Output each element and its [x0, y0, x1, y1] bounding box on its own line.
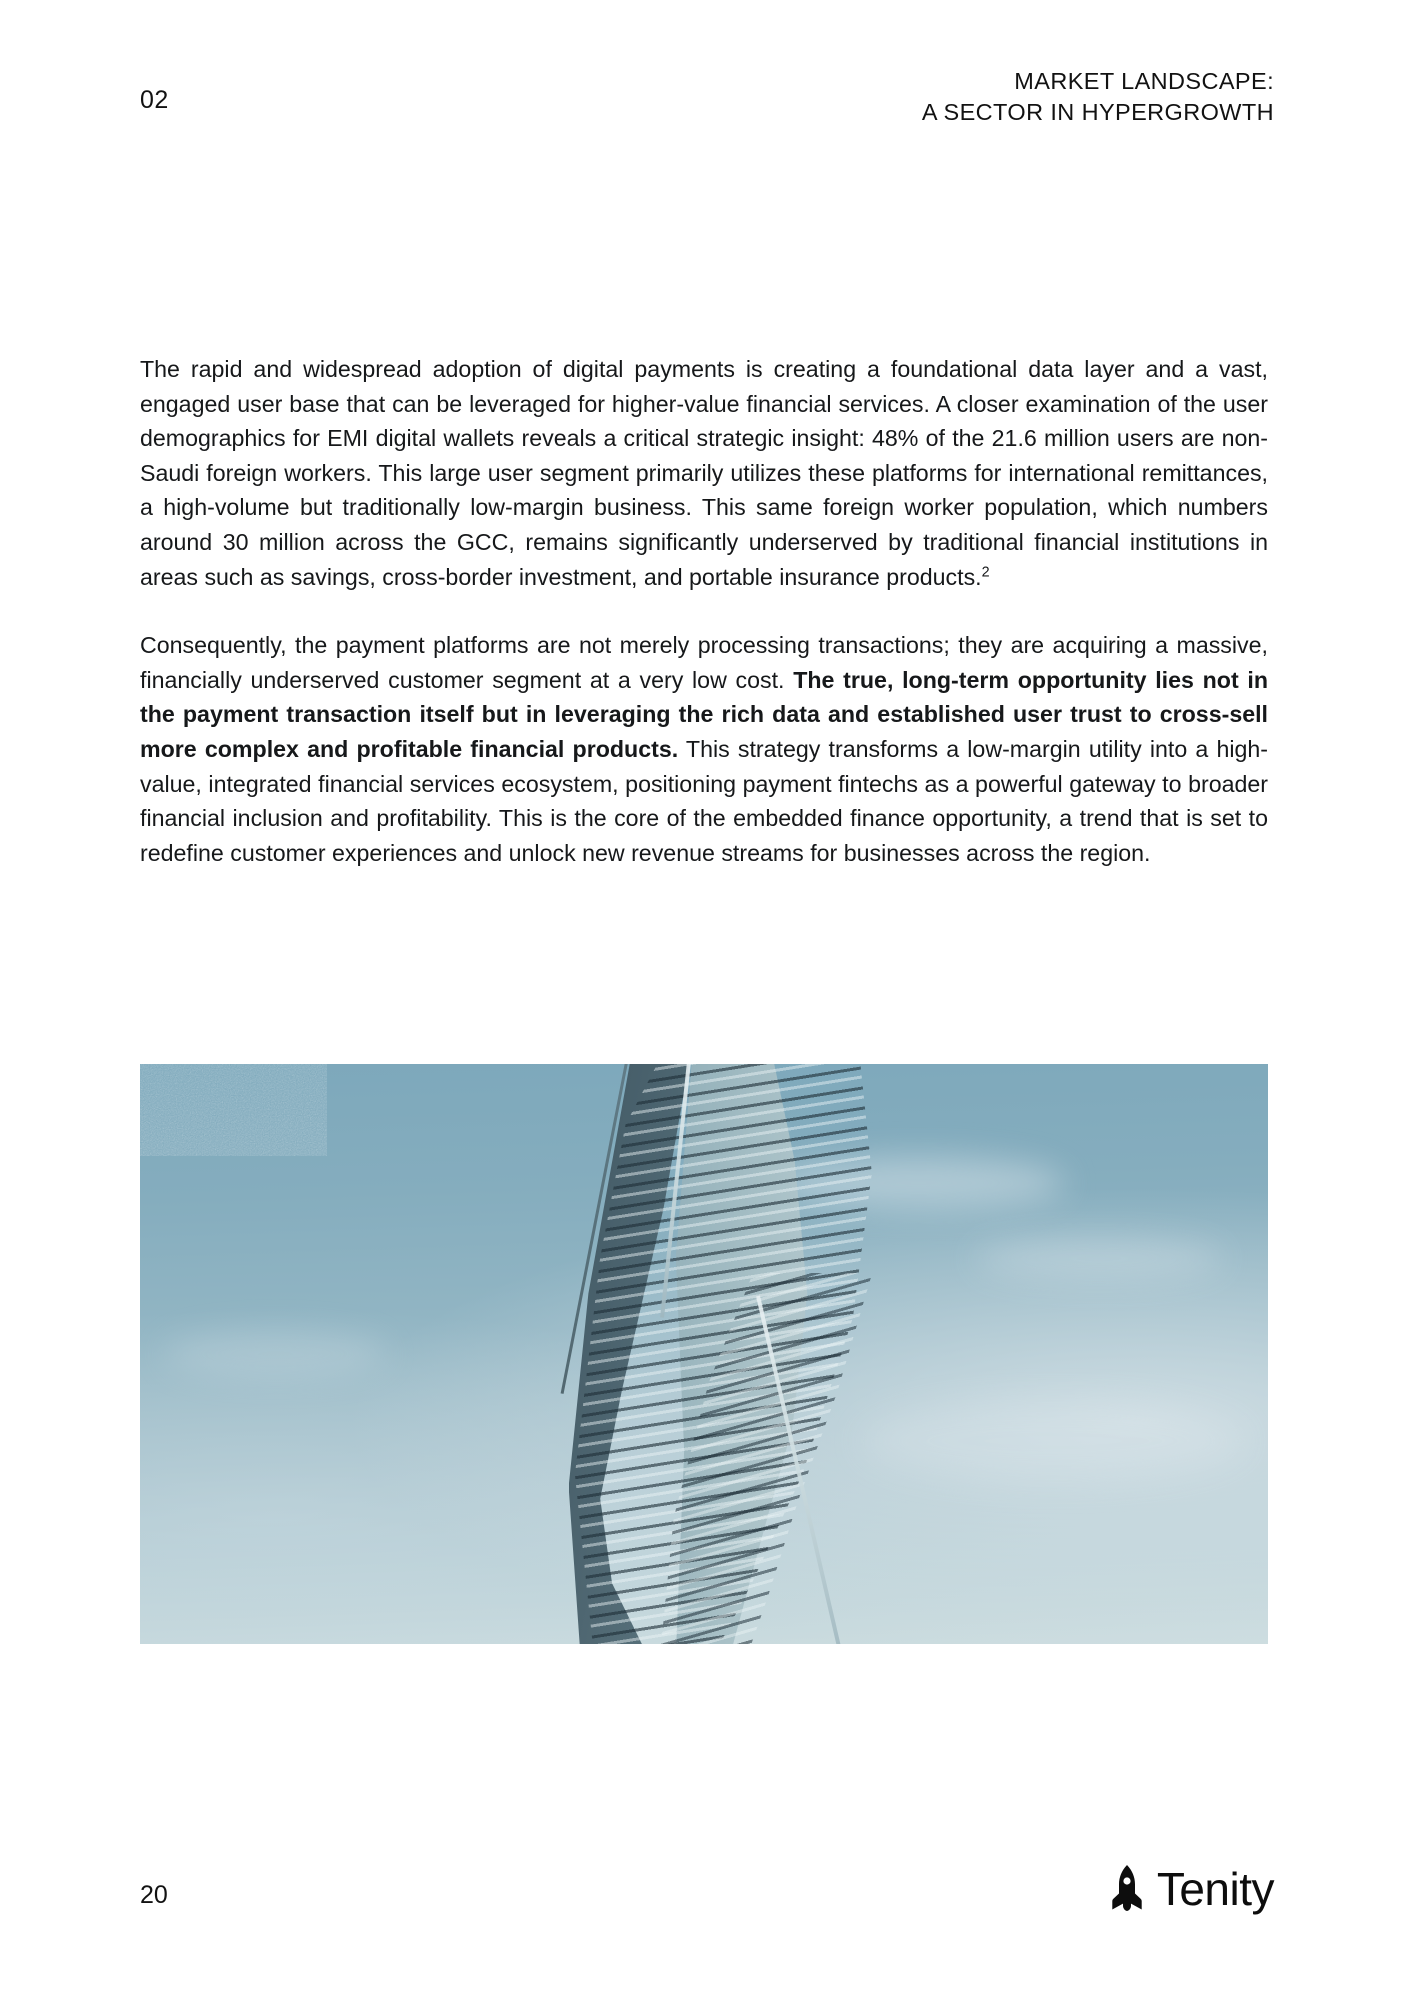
body-content	[140, 352, 1268, 870]
paragraph-1	[140, 352, 1268, 594]
film-grain-overlay	[140, 1064, 327, 1156]
rocket-icon	[1107, 1864, 1147, 1914]
section-title-line-1: MARKET LANDSCAPE:	[1014, 68, 1274, 94]
paragraph-2-emphasis: The true, long-term opportunity lies not in the payment transaction itself but in leveraging the rich data and established user trust to cross-sell more complex and profitable financial products.	[140, 666, 1268, 762]
brand-logo	[1107, 1864, 1274, 1914]
brand-name: Tenity	[1156, 1863, 1274, 1915]
section-title-line-2: A SECTOR IN HYPERGROWTH	[921, 99, 1274, 125]
paragraph-2-tail: This strategy transforms a low-margin utility into a high-value, integrated financial services ecosystem, positioning payment fintechs as a powerful gateway to broader financial inclusion and profitability. This is the core of the embedded finance opportunity, a trend that is set to redefine customer experiences and unlock new revenue streams for businesses across the region.	[140, 735, 1269, 866]
paragraph-2	[140, 628, 1268, 870]
page-number: 20	[140, 1881, 168, 1909]
photo-canvas	[140, 1064, 1268, 1644]
paragraph-1-text: The rapid and widespread adoption of digital payments is creating a foundational data layer and a vast, engaged user base that can be leveraged for higher-value financial services. A closer examination of the user demographics for EMI digital wallets reveals a critical strategic insight: 48% of the 21.6 million users are non-Saudi foreign workers. This large user segment primarily utilizes these platforms for international remittances, a high-volume but traditionally low-margin business. This same foreign worker population, which numbers around 30 million across the GCC, remains significantly underserved by traditional financial institutions in areas such as savings, cross-border investment, and portable insurance products.	[140, 356, 1268, 590]
paragraph-2-lead: Consequently, the payment platforms are not merely processing transactions; they are acquiring a massive, financially underserved customer segment at a very low cost.	[140, 632, 1268, 693]
page-footer	[140, 1854, 1274, 1914]
figure-staircase-photo	[140, 1064, 1268, 1644]
chapter-number: 02	[140, 86, 169, 114]
section-title	[922, 66, 1274, 128]
footnote-marker: 2	[981, 563, 990, 580]
page-header	[140, 66, 1274, 136]
